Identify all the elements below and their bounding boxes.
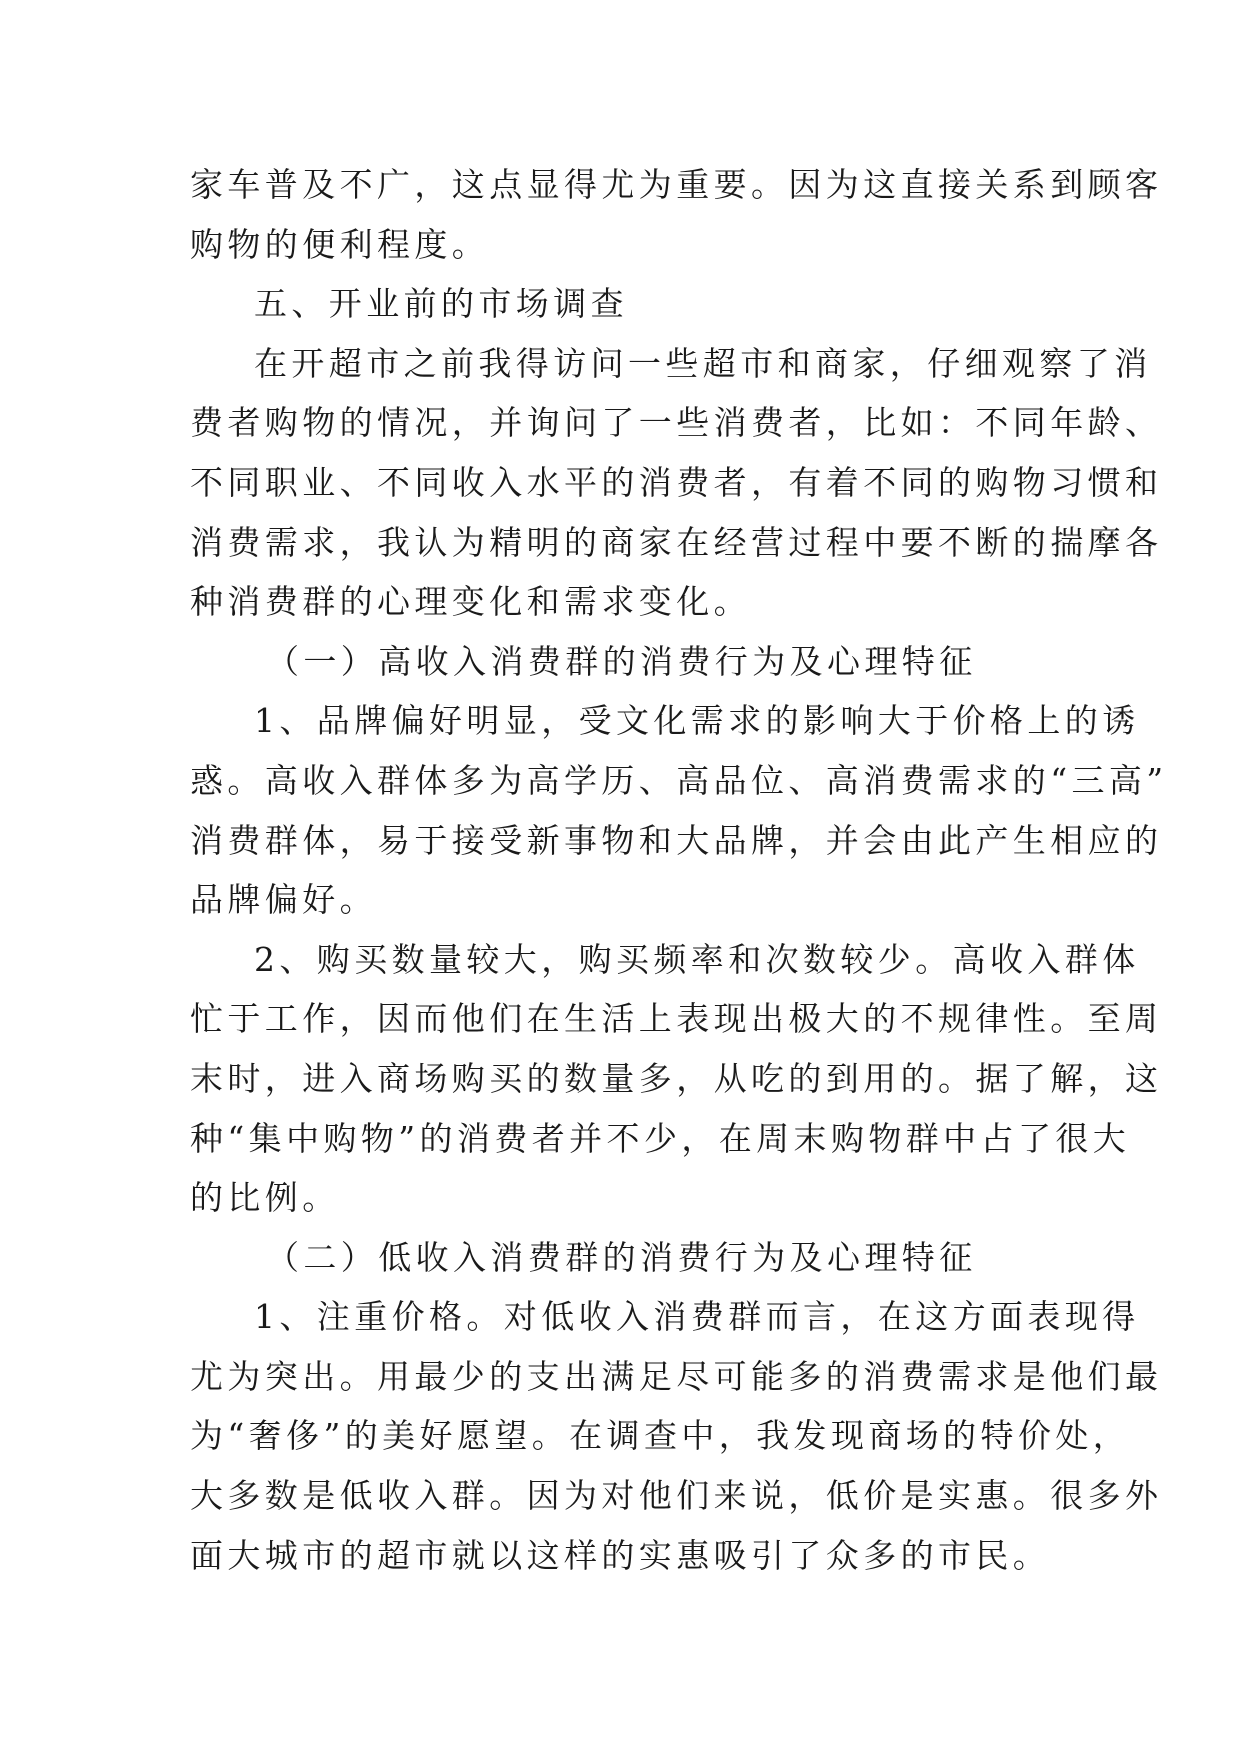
paragraph-line: 品牌偏好。 [190,880,377,920]
subsection-heading: （一）高收入消费群的消费行为及心理特征 [266,641,977,681]
paragraph-line: 消费群体，易于接受新事物和大品牌，并会由此产生相应的 [190,820,1163,860]
paragraph-line: 不同职业、不同收入水平的消费者，有着不同的购物习惯和 [190,462,1163,502]
paragraph-line: 为“奢侈”的美好愿望。在调查中，我发现商场的特价处， [190,1416,1131,1456]
paragraph-line: 家车普及不广，这点显得尤为重要。因为这直接关系到顾客 [190,165,1163,204]
paragraph-line: 消费需求，我认为精明的商家在经营过程中要不断的揣摩各 [190,522,1163,562]
document-body [190,155,1168,1585]
section-heading: 五、开业前的市场调查 [254,284,628,324]
paragraph-line: 种消费群的心理变化和需求变化。 [190,582,751,622]
paragraph-line: 尤为突出。用最少的支出满足尽可能多的消费需求是他们最 [190,1356,1163,1396]
paragraph-line: 大多数是低收入群。因为对他们来说，低价是实惠。很多外 [190,1476,1163,1516]
paragraph-line: 费者购物的情况，并询问了一些消费者，比如：不同年龄、 [190,403,1163,443]
paragraph-line: 种“集中购物”的消费者并不少，在周末购物群中占了很大 [190,1118,1131,1158]
paragraph-line: 1、注重价格。对低收入消费群而言，在这方面表现得 [254,1297,1140,1337]
paragraph-line: 购物的便利程度。 [190,224,490,264]
paragraph-line: 末时，进入商场购买的数量多，从吃的到用的。据了解，这 [190,1058,1163,1098]
paragraph-line: 1、品牌偏好明显，受文化需求的影响大于价格上的诱 [254,701,1140,741]
paragraph-line: 面大城市的超市就以这样的实惠吸引了众多的市民。 [190,1535,1051,1575]
paragraph-line: 在开超市之前我得访问一些超市和商家，仔细观察了消 [254,343,1152,383]
paragraph-line: 惑。高收入群体多为高学历、高品位、高消费需求的“三高” [190,760,1168,800]
paragraph-line: 忙于工作，因而他们在生活上表现出极大的不规律性。至周 [190,999,1163,1039]
subsection-heading: （二）低收入消费群的消费行为及心理特征 [266,1237,977,1277]
paragraph-line: 的比例。 [190,1178,340,1218]
paragraph-line: 2、购买数量较大，购买频率和次数较少。高收入群体 [254,939,1140,979]
